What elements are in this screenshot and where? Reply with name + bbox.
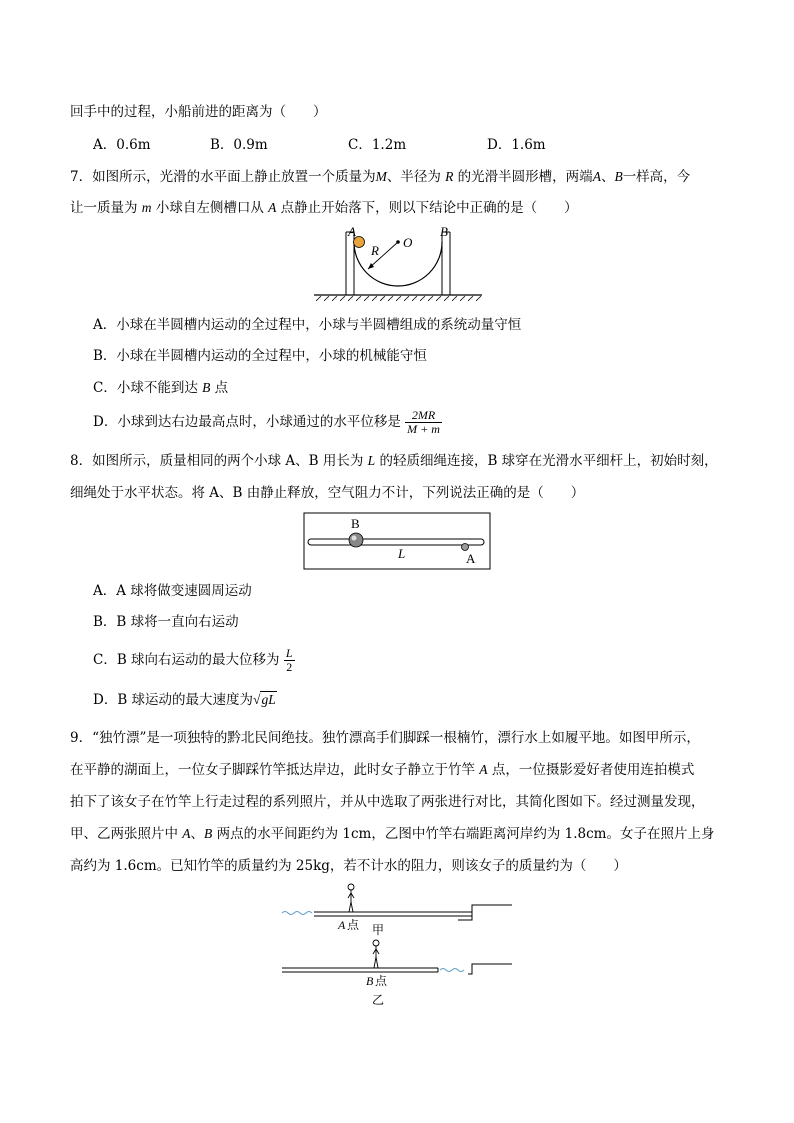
q7-label-b: B xyxy=(440,224,448,239)
q8-rod-figure xyxy=(303,512,491,570)
q6-option-c: C．1.2m xyxy=(348,137,407,153)
q7-label-r: R xyxy=(371,243,379,258)
q8-stem-line2: 细绳处于水平状态。将 A、B 由静止释放，空气阻力不计，下列说法正确的是（ ） xyxy=(70,485,585,501)
q9-stem-line1: 9．“独竹漂”是一项独特的黔北民间绝技。独竹漂高手们脚踩一根楠竹，漂行水上如履平地。如图甲所示， xyxy=(70,730,700,746)
q9-point-a-var: A xyxy=(338,918,346,932)
q7-option-d: D．小球到达右边最高点时，小球通过的水平位移是 $\frac{2MR}{M + m}$ xyxy=(93,408,440,436)
q7-option-b: B．小球在半圆槽内运动的全过程中，小球的机械能守恒 xyxy=(93,348,427,364)
q9-stem-line3: 拍下了该女子在竹竿上行走过程的系列照片，并从中选取了两张进行对比，其简化图如下。经过测量发现， xyxy=(70,794,705,810)
q8-option-b: B．B 球将一直向右运动 xyxy=(93,614,239,630)
q8-label-a: A xyxy=(466,551,476,566)
q7-option-c: C．小球不能到达 B 点 xyxy=(93,380,229,396)
q7-label-o: O xyxy=(403,235,413,250)
q7-stem-line1: 7．如图所示，光滑的水平面上静止放置一个质量为M、半径为 R 的光滑半圆形槽，两端A、B一样高，今 xyxy=(70,169,691,185)
q8-option-c-fraction: $\frac{L}{2}$ xyxy=(285,646,293,674)
q8-label-l: L xyxy=(398,546,406,561)
q8-option-d-sqrt: √gL xyxy=(253,692,276,707)
q8-stem-line1: 8．如图所示，质量相同的两个小球 A、B 用长为 L 的轻质细绳连接，B 球穿在光滑水平细杆上，初始时刻， xyxy=(70,453,718,469)
q8-option-c: C．B 球向右运动的最大位移为 $\frac{L}{2}$ xyxy=(93,646,293,674)
q9-point-a-suffix: 点 xyxy=(347,918,360,932)
q6-option-d: D．1.6m xyxy=(487,137,546,153)
q8-option-a: A．A 球将做变速圆周运动 xyxy=(93,583,252,599)
q8-label-b: B xyxy=(351,516,360,531)
q9-caption-1: 甲 xyxy=(372,923,385,937)
q9-stem-line5: 高约为 1.6cm。已知竹竿的质量约为 25kg，若不计水的阻力，则该女子的质量约为（ ） xyxy=(70,858,627,874)
q8-option-d: D．B 球运动的最大速度为√gL xyxy=(93,692,276,708)
q9-stem-line4: 甲、乙两张照片中 A、B 两点的水平间距约为 1cm，乙图中竹竿右端距离河岸约为 1.8cm。女子在照片上身 xyxy=(70,826,715,842)
q7-option-d-fraction: $\frac{2MR}{M + m}$ xyxy=(407,408,440,436)
q7-label-a: A xyxy=(348,224,356,239)
q7-option-a: A．小球在半圆槽内运动的全过程中，小球与半圆槽组成的系统动量守恒 xyxy=(93,317,522,333)
q6-option-a: A．0.6m xyxy=(93,137,151,153)
q9-stem-line2: 在平静的湖面上，一位女子脚踩竹竿抵达岸边，此时女子静立于竹竿 A 点，一位摄影爱好者使用连拍模式 xyxy=(70,762,695,778)
q9-caption-2: 乙 xyxy=(372,993,385,1007)
q9-bamboo-figure xyxy=(272,880,522,1010)
q9-point-b-suffix: 点 xyxy=(375,974,388,988)
q6-stem-tail: 回手中的过程，小船前进的距离为（ ） xyxy=(70,104,327,120)
q6-option-b: B．0.9m xyxy=(210,137,268,153)
q7-halfpipe-figure xyxy=(308,226,488,306)
q7-stem-line2: 让一质量为 m 小球自左侧槽口从 A 点静止开始落下，则以下结论中正确的是（ ） xyxy=(70,200,578,216)
q9-point-b-var: B xyxy=(366,974,374,988)
